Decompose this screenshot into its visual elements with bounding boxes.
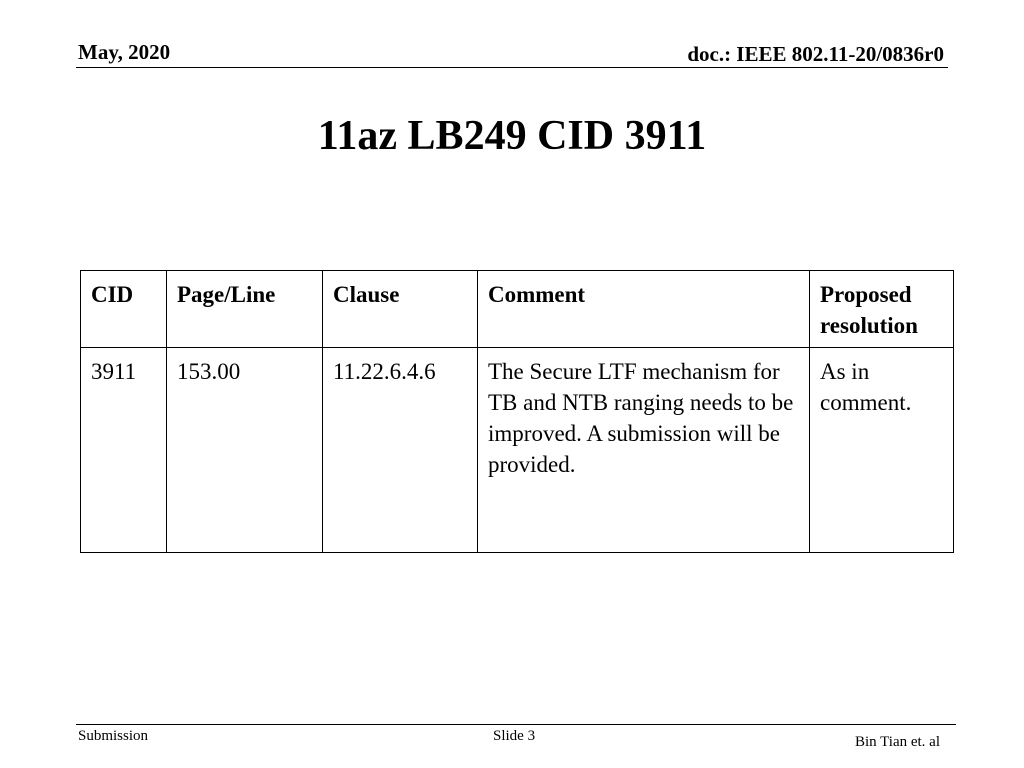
cell-proposed-resolution: As in comment.	[810, 348, 954, 553]
cell-cid: 3911	[81, 348, 167, 553]
cell-clause: 11.22.6.4.6	[323, 348, 478, 553]
footer-author: Bin Tian et. al	[854, 734, 940, 750]
header-doc-id: doc.: IEEE 802.11-20/0836r0	[687, 42, 944, 66]
column-header-page-line: Page/Line	[167, 271, 323, 348]
table-header-row	[81, 271, 954, 348]
header-date: May, 2020	[78, 40, 171, 64]
footer-submission: Submission	[78, 728, 149, 744]
cell-page-line: 153.00	[167, 348, 323, 553]
column-header-comment: Comment	[478, 271, 810, 348]
slide-title: 11az LB249 CID 3911	[317, 113, 707, 159]
comment-table	[80, 270, 954, 553]
cell-comment: The Secure LTF mechanism for TB and NTB ranging needs to be improved. A submission will be provided.	[478, 348, 810, 553]
column-header-clause: Clause	[323, 271, 478, 348]
column-header-proposed-resolution: Proposed resolution	[810, 271, 954, 348]
table-row	[81, 348, 954, 553]
footer-slide-number: Slide 3	[493, 728, 536, 744]
column-header-cid: CID	[81, 271, 167, 348]
header-divider	[76, 67, 948, 68]
footer-divider	[76, 724, 956, 725]
